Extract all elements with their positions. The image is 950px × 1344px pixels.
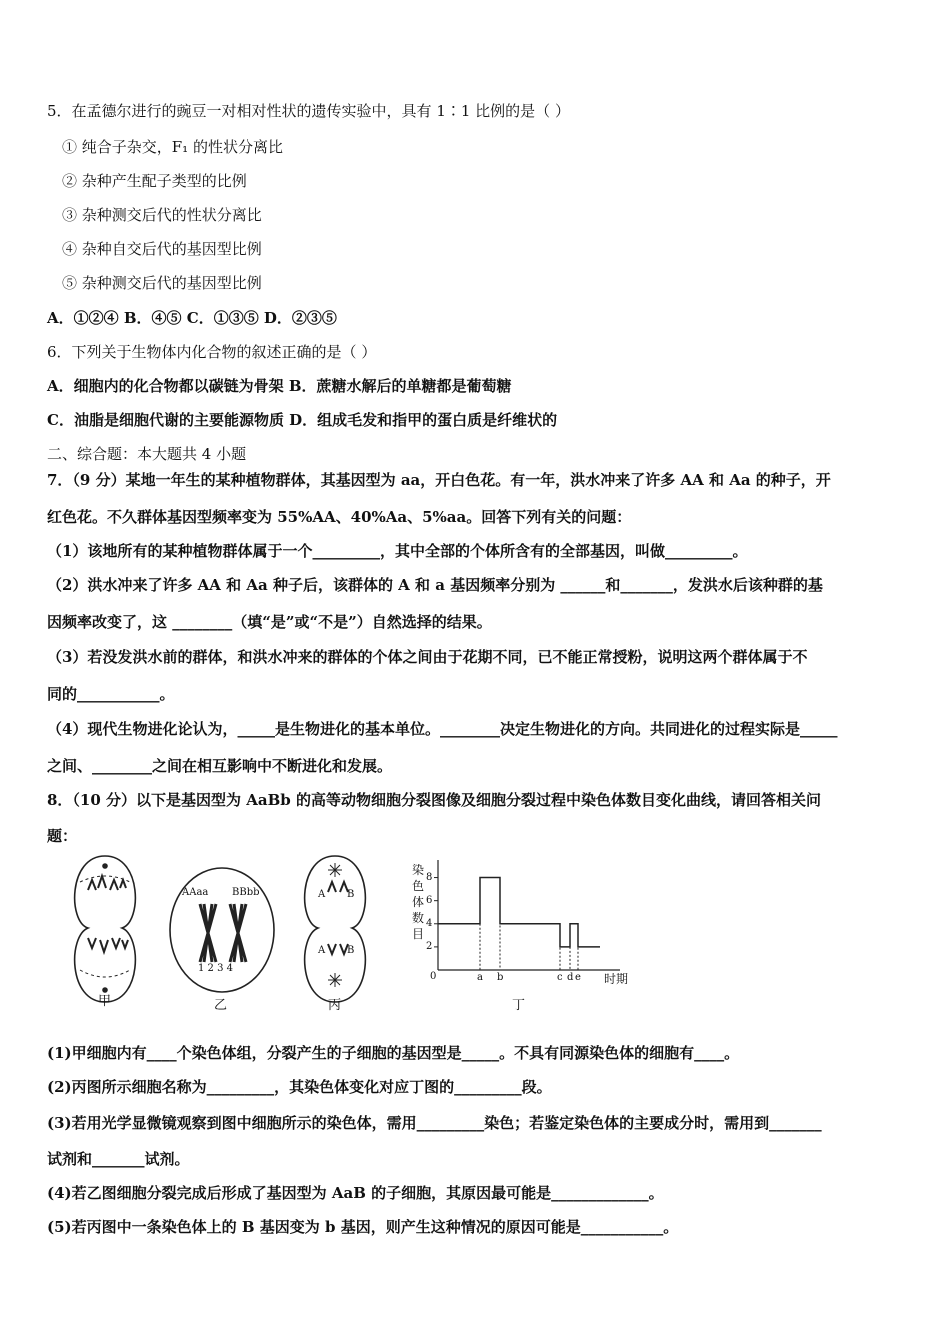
y-tick-label: 8 <box>426 871 433 883</box>
bing-gene-top-left: A <box>318 889 326 900</box>
q8-sub-4: (4)若乙图细胞分裂完成后形成了基因型为 AaB 的子细胞，其原因最可能是_____________。 <box>47 1184 664 1202</box>
chart-origin-label: 0 <box>430 971 437 982</box>
cell-drawings <box>60 852 650 1012</box>
q8-sub-3b: 试剂和_______试剂。 <box>47 1150 190 1168</box>
chart-xlabel: 时期 <box>604 972 629 986</box>
caption-bing: 丙 <box>328 998 342 1013</box>
q7-part-2a: （2）洪水冲来了许多 AA 和 Aa 种子后，该群体的 A 和 a 基因频率分别为 ______和_______，发洪水后该种群的基 <box>47 576 823 594</box>
q5-stem: 5．在孟德尔进行的豌豆一对相对性状的遗传实验中，具有 1∶1 比例的是（ ） <box>47 102 570 120</box>
x-marker-label: d <box>567 972 574 983</box>
y-tick-label: 2 <box>426 940 433 952</box>
q7-part-4b: 之间、________之间在相互影响中不断进化和发展。 <box>47 757 393 775</box>
chromosome-count-line <box>438 878 600 947</box>
q8-line-1: 8．（10 分）以下是基因型为 AaBb 的高等动物细胞分裂图像及细胞分裂过程中染色体数目变化曲线，请回答相关问 <box>47 791 822 809</box>
y-tick-label: 4 <box>426 917 433 929</box>
caption-yi: 乙 <box>214 998 228 1013</box>
bing-gene-top-right: B <box>347 889 355 900</box>
bing-gene-bottom-left: A <box>318 945 326 956</box>
q6-options-ab: A．细胞内的化合物都以碳链为骨架 B．蔗糖水解后的单糖都是葡萄糖 <box>47 377 512 395</box>
q7-part-3a: （3）若没发洪水前的群体，和洪水冲来的群体的个体之间由于花期不同，已不能正常授粉，说明这两个群体属于不 <box>47 648 808 666</box>
q7-part-2b: 因频率改变了，这 ________（填“是”或“不是”）自然选择的结果。 <box>47 613 492 631</box>
yi-genes-right: BBbb <box>232 887 260 898</box>
q7-line-2: 红色花。不久群体基因型频率变为 55%AA、40%Aa、5%aa。回答下列有关的问题： <box>47 508 632 526</box>
q6-stem: 6．下列关于生物体内化合物的叙述正确的是（ ） <box>47 343 377 361</box>
q5-item-1: ① 纯合子杂交，F₁ 的性状分离比 <box>62 138 283 156</box>
q7-line-1: 7．（9 分）某地一年生的某种植物群体，其基因型为 aa，开白色花。有一年，洪水冲来了许多 AA 和 Aa 的种子，开 <box>47 471 831 489</box>
q5-item-5: ⑤ 杂种测交后代的基因型比例 <box>62 274 262 292</box>
caption-ding: 丁 <box>512 998 526 1013</box>
y-tick-label: 6 <box>426 894 433 906</box>
chart-axes <box>438 860 620 970</box>
q8-sub-2: (2)丙图所示细胞名称为_________，其染色体变化对应丁图的_________段。 <box>47 1078 552 1096</box>
q5-item-4: ④ 杂种自交后代的基因型比例 <box>62 240 262 258</box>
q8-line-2: 题： <box>47 827 78 845</box>
q8-sub-5: (5)若丙图中一条染色体上的 B 基因变为 b 基因，则产生这种情况的原因可能是___________。 <box>47 1218 679 1236</box>
q8-sub-1: (1)甲细胞内有____个染色体组，分裂产生的子细胞的基因型是_____。不具有同源染色体的细胞有____。 <box>47 1044 740 1062</box>
q7-part-1: （1）该地所有的某种植物群体属于一个_________，其中全部的个体所含有的全部基因，叫做_________。 <box>47 542 748 560</box>
cell-jia <box>75 856 136 1002</box>
q6-options-cd: C．油脂是细胞代谢的主要能源物质 D．组成毛发和指甲的蛋白质是纤维状的 <box>47 411 558 429</box>
x-marker-label: c <box>557 972 563 983</box>
q5-item-3: ③ 杂种测交后代的性状分离比 <box>62 206 262 224</box>
q5-options: A．①②④ B．④⑤ C．①③⑤ D．②③⑤ <box>47 309 337 327</box>
cell-bing <box>305 856 366 1002</box>
q5-item-2: ② 杂种产生配子类型的比例 <box>62 172 247 190</box>
q7-part-4a: （4）现代生物进化论认为，_____是生物进化的基本单位。________决定生物进化的方向。共同进化的过程实际是_____ <box>47 720 838 738</box>
chart-ylabel: 染色体数目 <box>412 863 425 941</box>
caption-jia: 甲 <box>98 994 112 1009</box>
q7-part-3b: 同的___________。 <box>47 685 175 703</box>
cell-division-figure <box>60 852 650 1012</box>
x-marker-label: e <box>575 972 581 983</box>
bing-gene-bottom-right: B <box>347 945 355 956</box>
q8-sub-3a: (3)若用光学显微镜观察到图中细胞所示的染色体，需用_________染色；若鉴定染色体的主要成分时，需用到_______ <box>47 1114 822 1132</box>
chart-marks <box>434 878 600 970</box>
yi-chromosome-numbers: 1 2 3 4 <box>198 963 233 974</box>
x-marker-label: b <box>497 972 504 983</box>
x-marker-label: a <box>477 972 483 983</box>
yi-genes-left: AAaa <box>182 887 209 898</box>
section-heading: 二、综合题：本大题共 4 小题 <box>47 445 247 463</box>
